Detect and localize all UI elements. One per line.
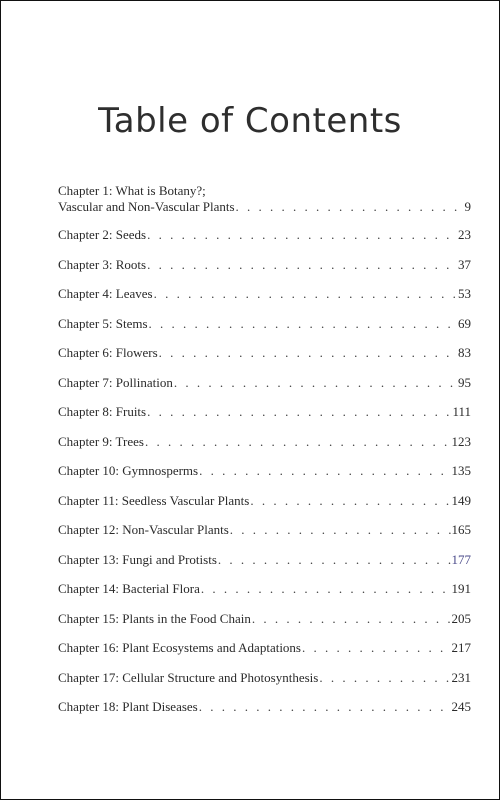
toc-entry-title: Chapter 13: Fungi and Protists <box>58 551 217 567</box>
toc-entry-chapter-15[interactable] <box>58 611 471 641</box>
toc-page-number: 95 <box>458 374 471 390</box>
toc-entry-title: Chapter 5: Stems <box>58 315 148 331</box>
toc-entry-chapter-18[interactable] <box>58 699 471 729</box>
dot-leader <box>154 286 457 302</box>
dot-leader <box>201 581 451 597</box>
toc-entry-chapter-7[interactable] <box>58 375 471 405</box>
toc-page-number: 217 <box>451 640 471 655</box>
toc-entry-title: Chapter 11: Seedless Vascular Plants <box>58 492 250 508</box>
toc-entry-title: Chapter 8: Fruits <box>58 404 147 419</box>
toc-entry-title: Vascular and Non-Vascular Plants <box>58 199 235 214</box>
toc-entry-chapter-4[interactable] <box>58 286 471 316</box>
toc-entry-chapter-8[interactable] <box>58 404 471 434</box>
toc-page-number: 245 <box>451 699 471 714</box>
toc-page-number: 69 <box>458 315 471 331</box>
toc-page-number: 177 <box>451 551 471 567</box>
toc-page-number: 205 <box>451 610 471 626</box>
toc-entry-chapter-2[interactable] <box>58 227 471 257</box>
dot-leader <box>174 375 457 391</box>
toc-entry-title: Chapter 10: Gymnosperms <box>58 463 199 478</box>
toc-entry-title: Chapter 15: Plants in the Food Chain <box>58 610 251 626</box>
dot-leader <box>147 257 457 273</box>
toc-page-number: 165 <box>451 522 471 537</box>
dot-leader <box>149 316 457 332</box>
dot-leader <box>302 640 451 656</box>
toc-page-number: 23 <box>458 227 471 242</box>
toc-entry-title: Chapter 6: Flowers <box>58 345 158 360</box>
toc-page-number: 53 <box>458 286 471 301</box>
toc-page-number: 191 <box>451 581 471 596</box>
toc-entry-chapter-10[interactable] <box>58 463 471 493</box>
dot-leader <box>147 227 457 243</box>
toc-entry-chapter-3[interactable] <box>58 257 471 287</box>
page-title: Table of Contents <box>98 101 402 141</box>
toc-entry-chapter-17[interactable] <box>58 670 471 700</box>
toc-entry-chapter-9[interactable] <box>58 434 471 464</box>
toc-page-number: 9 <box>464 199 471 214</box>
dot-leader <box>218 552 451 568</box>
dot-leader <box>199 463 450 479</box>
toc-entry-title: Chapter 16: Plant Ecosystems and Adaptations <box>58 640 301 655</box>
toc-entry-chapter-5[interactable] <box>58 316 471 346</box>
toc-entry-title: Chapter 7: Pollination <box>58 374 173 390</box>
dot-leader <box>230 522 451 538</box>
toc-entry-chapter-14[interactable] <box>58 581 471 611</box>
toc-page-number: 135 <box>451 463 471 478</box>
toc-page-number: 83 <box>458 345 471 360</box>
toc-page-number: 111 <box>452 404 471 419</box>
toc-page-number: 231 <box>451 669 471 685</box>
dot-leader <box>319 670 450 686</box>
toc-entry-title: Chapter 9: Trees <box>58 433 144 449</box>
dot-leader <box>236 199 464 215</box>
toc-entry-title: Chapter 3: Roots <box>58 256 147 272</box>
toc-entry-chapter-11[interactable] <box>58 493 471 523</box>
toc-entry-title: Chapter 4: Leaves <box>58 286 153 301</box>
toc-entry-chapter-16[interactable] <box>58 640 471 670</box>
toc-entry-title-line-1: Chapter 1: What is Botany?; <box>58 183 206 198</box>
toc-page-number: 149 <box>451 492 471 508</box>
dot-leader <box>199 699 451 715</box>
toc-entry-title: Chapter 17: Cellular Structure and Photosynthesis <box>58 669 319 685</box>
toc-entry-row <box>58 199 471 215</box>
toc-page-number: 123 <box>451 433 471 449</box>
toc-list <box>58 183 471 729</box>
toc-entry-title: Chapter 18: Plant Diseases <box>58 699 198 714</box>
toc-entry-title: Chapter 2: Seeds <box>58 227 147 242</box>
toc-entry-title: Chapter 12: Non-Vascular Plants <box>58 522 229 537</box>
toc-page-number: 37 <box>458 256 471 272</box>
dot-leader <box>147 404 451 420</box>
dot-leader <box>250 493 450 509</box>
toc-entry-chapter-6[interactable] <box>58 345 471 375</box>
toc-entry-chapter-13[interactable] <box>58 552 471 582</box>
toc-entry-title: Chapter 14: Bacterial Flora <box>58 581 200 596</box>
dot-leader <box>145 434 451 450</box>
toc-entry-chapter-1[interactable] <box>58 183 471 227</box>
dot-leader <box>252 611 451 627</box>
toc-entry-chapter-12[interactable] <box>58 522 471 552</box>
dot-leader <box>159 345 457 361</box>
